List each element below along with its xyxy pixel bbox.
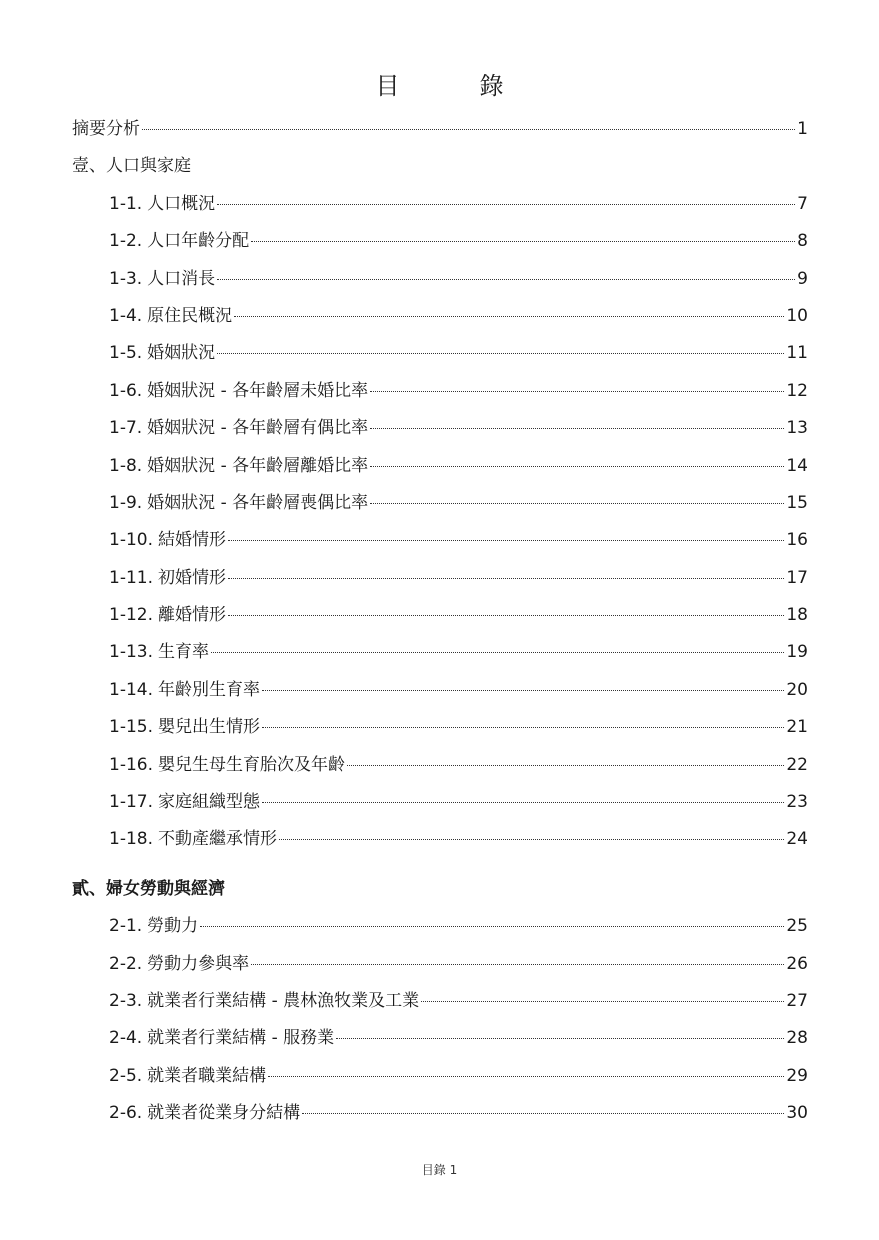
toc-entry[interactable] xyxy=(72,750,808,787)
toc-entry-title: 原住民概況 xyxy=(147,305,233,326)
toc-entry-title: 人口消長 xyxy=(147,268,216,289)
toc-entry[interactable] xyxy=(72,488,808,525)
dot-leader xyxy=(217,204,795,205)
toc-entry[interactable] xyxy=(72,1061,808,1098)
toc-entry-page: 13 xyxy=(786,418,808,439)
toc-entry-page: 15 xyxy=(786,492,808,513)
toc-entry[interactable] xyxy=(72,712,808,749)
toc-entry-title: 離婚情形 xyxy=(158,605,226,626)
toc-entry-page: 18 xyxy=(786,605,808,626)
page-title: 目錄 xyxy=(375,72,584,100)
toc-entry-page: 28 xyxy=(786,1028,808,1049)
toc-entry[interactable] xyxy=(72,413,808,450)
toc-entry-page: 1 xyxy=(797,119,808,139)
dot-leader xyxy=(217,353,784,354)
dot-leader xyxy=(347,765,784,766)
dot-leader xyxy=(228,540,784,541)
toc-entry-title: 婚姻狀況 - 各年齡層未婚比率 xyxy=(147,380,369,401)
toc-entry[interactable] xyxy=(72,376,808,413)
toc-entry-title: 就業者從業身分結構 xyxy=(147,1103,301,1124)
toc-entry-number: 1-18. xyxy=(109,829,153,850)
dot-leader xyxy=(217,279,795,280)
toc-entry-page: 20 xyxy=(786,679,808,700)
dot-leader xyxy=(211,652,784,653)
toc-entry-page: 26 xyxy=(786,953,808,974)
dot-leader xyxy=(228,615,784,616)
toc-entry-page: 14 xyxy=(786,455,808,476)
toc-entry-title: 家庭組織型態 xyxy=(158,792,260,813)
dot-leader xyxy=(142,129,795,130)
toc-entry[interactable] xyxy=(72,264,808,301)
toc-entry-page: 16 xyxy=(786,530,808,551)
toc-entry-title: 婚姻狀況 - 各年齡層喪偶比率 xyxy=(147,492,369,513)
toc-entry-number: 1-5. xyxy=(109,343,143,364)
toc-entry-page: 9 xyxy=(797,268,808,289)
dot-leader xyxy=(251,241,795,242)
toc-entry[interactable] xyxy=(72,675,808,712)
toc-entry-title: 人口概況 xyxy=(147,193,216,214)
toc-entry-number: 1-6. xyxy=(109,380,143,401)
dot-leader xyxy=(370,466,784,467)
toc-entry[interactable] xyxy=(72,824,808,861)
dot-leader xyxy=(268,1076,784,1077)
toc-entry-page: 24 xyxy=(786,829,808,850)
toc-entry-title: 人口年齡分配 xyxy=(147,231,250,252)
dot-leader xyxy=(302,1113,784,1114)
toc-entry-page: 8 xyxy=(797,231,808,252)
toc-entry[interactable] xyxy=(72,525,808,562)
section-header-1 xyxy=(72,151,808,188)
toc-entry-number: 2-6. xyxy=(109,1103,143,1124)
toc-entry-page: 30 xyxy=(786,1103,808,1124)
toc-entry[interactable] xyxy=(72,911,808,948)
toc-entry-title: 摘要分析 xyxy=(72,119,140,139)
toc-entry-page: 22 xyxy=(786,754,808,775)
toc-entry-number: 1-1. xyxy=(109,193,143,214)
dot-leader xyxy=(251,964,784,965)
toc-entry-number: 1-8. xyxy=(109,455,143,476)
dot-leader xyxy=(336,1038,784,1039)
toc-entry-title: 生育率 xyxy=(158,642,209,663)
dot-leader xyxy=(370,503,784,504)
dot-leader xyxy=(234,316,784,317)
toc-entry-page: 11 xyxy=(786,343,808,364)
toc-entry[interactable] xyxy=(72,949,808,986)
toc-entry[interactable] xyxy=(72,986,808,1023)
toc-entry-title: 嬰兒生母生育胎次及年齡 xyxy=(158,754,345,775)
toc-entry-number: 1-2. xyxy=(109,231,143,252)
toc-entry[interactable] xyxy=(72,563,808,600)
dot-leader xyxy=(421,1001,784,1002)
toc-entry-title: 勞動力 xyxy=(147,916,199,937)
dot-leader xyxy=(370,428,784,429)
toc-entry-title: 年齡別生育率 xyxy=(158,679,260,700)
toc-entry-number: 2-3. xyxy=(109,990,143,1011)
page-footer: 目錄 1 xyxy=(421,1163,458,1177)
section-1-list xyxy=(72,189,808,862)
toc-entry[interactable] xyxy=(72,787,808,824)
toc-entry[interactable] xyxy=(72,226,808,263)
toc-entry[interactable] xyxy=(72,1023,808,1060)
toc-entry-title: 婚姻狀況 - 各年齡層有偶比率 xyxy=(147,418,369,439)
dot-leader xyxy=(370,391,784,392)
toc-entry-page: 7 xyxy=(797,193,808,214)
toc-entry[interactable] xyxy=(72,189,808,226)
toc-entry-title: 就業者行業結構 - 服務業 xyxy=(147,1028,335,1049)
section-header-2 xyxy=(72,874,808,911)
toc-entry-number: 1-4. xyxy=(109,305,143,326)
toc-entry-title: 就業者行業結構 - 農林漁牧業及工業 xyxy=(147,990,420,1011)
toc-entry[interactable] xyxy=(72,600,808,637)
toc-entry-page: 10 xyxy=(786,305,808,326)
toc-entry[interactable] xyxy=(72,1098,808,1135)
toc-entry-page: 17 xyxy=(786,567,808,588)
toc-entry-page: 25 xyxy=(786,916,808,937)
toc-entry-page: 27 xyxy=(786,990,808,1011)
toc-entry-number: 2-1. xyxy=(109,916,143,937)
toc-entry-title: 不動產繼承情形 xyxy=(158,829,277,850)
toc-entry-page: 21 xyxy=(786,717,808,738)
toc-entry-page: 19 xyxy=(786,642,808,663)
section-2-list xyxy=(72,911,808,1135)
toc-entry-number: 1-10. xyxy=(109,530,153,551)
toc-entry-title: 就業者職業結構 xyxy=(147,1065,267,1086)
toc-entry-number: 1-13. xyxy=(109,642,153,663)
toc-entry-page: 29 xyxy=(786,1065,808,1086)
section-title: 貳、婦女勞動與經濟 xyxy=(72,878,225,899)
toc-entry-number: 1-11. xyxy=(109,567,153,588)
toc-entry-page: 12 xyxy=(786,380,808,401)
toc-entry-number: 1-14. xyxy=(109,679,153,700)
toc-entry-title: 婚姻狀況 - 各年齡層離婚比率 xyxy=(147,455,369,476)
toc-entry-number: 2-4. xyxy=(109,1028,143,1049)
toc-entry-title: 婚姻狀況 xyxy=(147,343,216,364)
toc-entry-number: 1-12. xyxy=(109,605,153,626)
toc-entry-number: 2-5. xyxy=(109,1065,143,1086)
dot-leader xyxy=(262,802,784,803)
toc-entry-number: 1-17. xyxy=(109,792,153,813)
toc-entry[interactable] xyxy=(72,637,808,674)
dot-leader xyxy=(279,839,784,840)
toc-entry-title: 初婚情形 xyxy=(158,567,226,588)
dot-leader xyxy=(228,578,784,579)
toc-entry-title: 嬰兒出生情形 xyxy=(158,717,260,738)
toc-entry-number: 1-9. xyxy=(109,492,143,513)
toc-entry[interactable] xyxy=(72,451,808,488)
toc-entry-number: 1-3. xyxy=(109,268,143,289)
toc-entry-summary[interactable] xyxy=(72,114,808,151)
dot-leader xyxy=(262,727,784,728)
toc-entry[interactable] xyxy=(72,338,808,375)
toc-entry-number: 1-7. xyxy=(109,418,143,439)
section-title: 壹、人口與家庭 xyxy=(72,156,191,177)
toc-entry-number: 1-15. xyxy=(109,717,153,738)
toc-entry-page: 23 xyxy=(786,792,808,813)
dot-leader xyxy=(262,690,784,691)
toc-entry-title: 結婚情形 xyxy=(158,530,226,551)
toc-entry-title: 勞動力參與率 xyxy=(147,953,250,974)
toc-entry-number: 2-2. xyxy=(109,953,143,974)
toc-entry-number: 1-16. xyxy=(109,754,153,775)
table-of-contents xyxy=(72,114,808,1136)
toc-entry[interactable] xyxy=(72,301,808,338)
dot-leader xyxy=(200,926,784,927)
